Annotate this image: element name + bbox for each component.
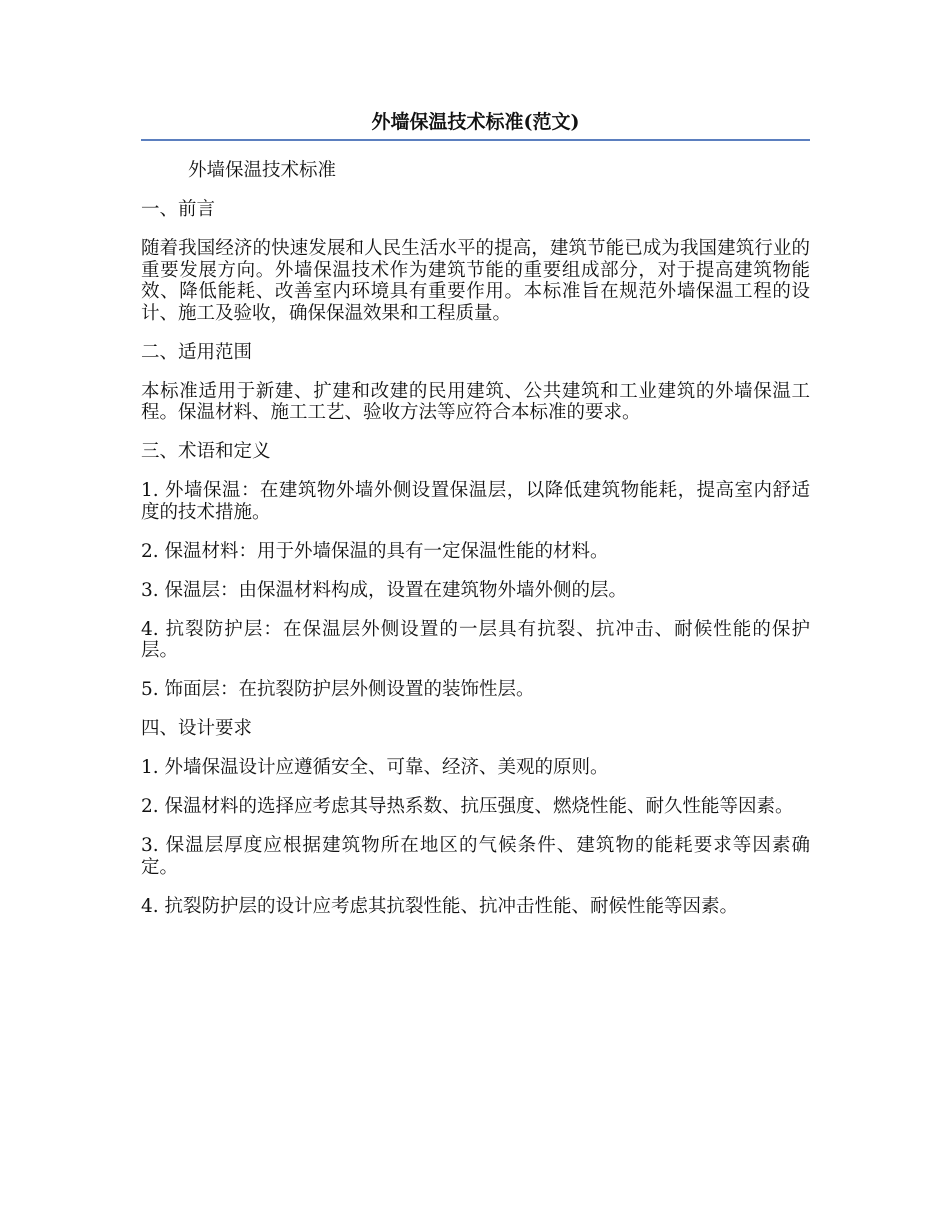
term-item: 2. 保温材料：用于外墙保温的具有一定保温性能的材料。 (141, 540, 609, 562)
document-title: 外墙保温技术标准(范文) (371, 111, 580, 133)
title-divider (141, 139, 810, 141)
term-item: 1. 外墙保温：在建筑物外墙外侧设置保温层，以降低建筑物能耗，提高室内舒适度的技术措施。 (141, 480, 810, 523)
section-heading-scope: 二、适用范围 (141, 341, 253, 363)
design-item: 4. 抗裂防护层的设计应考虑其抗裂性能、抗冲击性能、耐候性能等因素。 (141, 895, 739, 917)
paragraph-preface: 随着我国经济的快速发展和人民生活水平的提高，建筑节能已成为我国建筑行业的重要发展方向。外墙保温技术作为建筑节能的重要组成部分，对于提高建筑物能效、降低能耗、改善室内环境具有重要作用。本标准旨在规范外墙保温工程的设计、施工及验收，确保保温效果和工程质量。 (141, 238, 810, 324)
design-item: 3. 保温层厚度应根据建筑物所在地区的气候条件、建筑物的能耗要求等因素确定。 (141, 835, 810, 878)
section-heading-design: 四、设计要求 (141, 718, 253, 739)
section-heading-preface: 一、前言 (141, 199, 216, 220)
design-item: 2. 保温材料的选择应考虑其导热系数、抗压强度、燃烧性能、耐久性能等因素。 (141, 796, 794, 817)
term-item: 3. 保温层：由保温材料构成，设置在建筑物外墙外侧的层。 (141, 579, 628, 601)
document-subtitle: 外墙保温技术标准 (188, 160, 337, 181)
design-item: 1. 外墙保温设计应遵循安全、可靠、经济、美观的原则。 (141, 757, 609, 778)
document-page (141, 108, 810, 935)
term-item: 5. 饰面层：在抗裂防护层外侧设置的装饰性层。 (141, 679, 535, 700)
term-item: 4. 抗裂防护层：在保温层外侧设置的一层具有抗裂、抗冲击、耐候性能的保护层。 (141, 618, 810, 661)
paragraph-scope: 本标准适用于新建、扩建和改建的民用建筑、公共建筑和工业建筑的外墙保温工程。保温材料、施工工艺、验收方法等应符合本标准的要求。 (141, 380, 810, 423)
section-heading-terms: 三、术语和定义 (141, 441, 271, 462)
